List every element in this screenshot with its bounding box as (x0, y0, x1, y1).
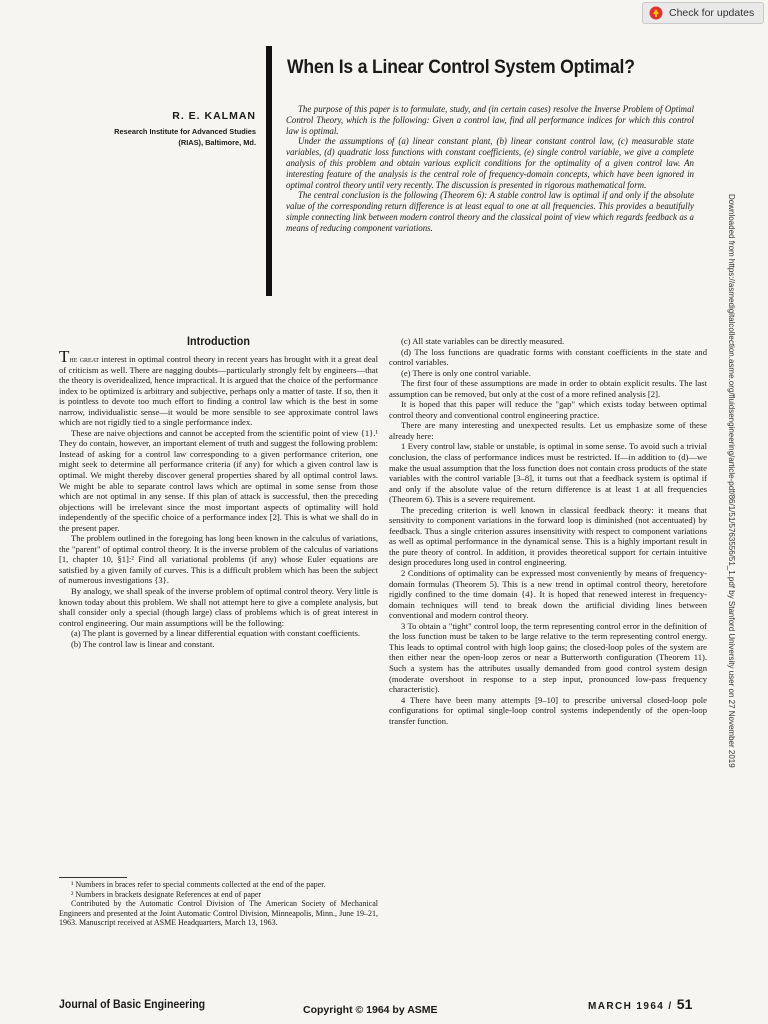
assumption-item: (d) The loss functions are quadratic forms with constant coefficients in the state and control variables. (389, 346, 707, 368)
footnote-rule (59, 877, 127, 878)
footnote: ² Numbers in brackets designate References at end of paper (71, 889, 262, 899)
paragraph-text: interest in optimal control theory in recent years has brought with it a great deal of criticism as well. There are nagging doubts—particularly strongly felt by engineers—that the theory is overidealized, hence impractical. It is argued that the choice of the performance index to be optimized is arbitrary and subjective, perhaps only a matter of taste. If so, then it is pointless to devote too much effort to finding a control law which is the best in some narrow, individualistic sense—it would be more sensible to see approximate control laws which are not rigidly tied to a single performance index. (59, 354, 378, 428)
assumption-item: (c) All state variables can be directly measured. (401, 336, 565, 346)
footnote: ¹ Numbers in braces refer to special comments collected at the end of the paper. (71, 880, 326, 889)
issue-date: MARCH 1964 / (588, 1001, 673, 1012)
body-paragraph: 4 There have been many attempts [9–10] to prescribe universal closed-loop pole configurations for optimal single-loop control systems independently of the open-loop transfer function. (389, 694, 707, 726)
assumption-item: (e) There is only one control variable. (401, 367, 531, 378)
abstract-paragraph: The purpose of this paper is to formulate, study, and (in certain cases) resolve the Inverse Problem of Optimal Control Theory, which is the following: Given a control law, find all performance indices for which this control law is optimal. (286, 104, 694, 136)
body-paragraph: These are naive objections and cannot be accepted from the scientific point of view {1}.¹ They do contain, however, an important element of truth and suggest the following problem: Instead of asking for a control law corresponding to a given performance criterion, one might seek to determine all performance criteria (if any) for which a given control law is optimal. We might thereby discover general properties shared by all optimal control laws. We might be able to separate control laws which are optimal in some sense from those which are not optimal in any sense. If this plan of attack is successful, then the preceding objections will be irrelevant since the most important aspects of optimality will hold independently of the specific choice of a performance index [2]. This is what we shall do in the present paper. (59, 427, 378, 533)
download-watermark: Downloaded from https://asmedigitalcollection.asme.org/fluidsengineering/article-pdf/86/1/51/5763556/51_1.pdf by Stanford University user on 27 November 2019 (727, 194, 736, 768)
body-paragraph: It is hoped that this paper will reduce the "gap" which exists today between optimal control theory and conventional control engineering practice. (389, 399, 707, 420)
body-paragraph: The problem outlined in the foregoing has long been known in the calculus of variations, the "parent" of optimal control theory. It is the inverse problem of the calculus of variations [1, chapter 10, §1]:² Find all variational problems (if any) whose Euler equations are satisfied by a given family of curves. This is a difficult problem which has been the subject of numerous investigations {3}. (59, 533, 378, 586)
affiliation-line: Research Institute for Advanced Studies (114, 127, 256, 136)
small-caps-lead: he great (69, 354, 100, 364)
check-for-updates-label: Check for updates (669, 7, 755, 19)
abstract (286, 104, 694, 234)
page-number: 51 (676, 996, 693, 1012)
body-paragraph: The first four of these assumptions are made in order to obtain explicit results. The last assumption can be removed, but only at the cost of a more refined analysis [2]. (389, 378, 707, 399)
body-paragraph: 3 To obtain a "tight" control loop, the term representing control error in the definition of the loss function must be taken to be large relative to the term representing control energy. This leads to optimal control with high loop gains; the closed-loop poles of the system are then either near the open-loop zeros or near a Butterworth configuration (Theorem 11). Such a system has the attributes usually demanded from good control system design (moderate overshoot in response to a step input, pronounced low-pass frequency characteristic). (389, 620, 707, 695)
body-paragraph: 1 Every control law, stable or unstable, is optimal in some sense. To avoid such a trivial conclusion, the class of performance indices must be restricted. If—in addition to (d)—we make the usual assumption that the loss function does not contain cross products of the state variables with the control variable [3–8], it turns out that a feedback system is optimal if and only if the absolute value of the return difference is at least 1 at all frequencies (Theorem 6). This is a severe requirement. (389, 441, 707, 505)
body-paragraph: There are many interesting and unexpected results. Let us emphasize some of these already here: (389, 420, 707, 441)
paper-title: When Is a Linear Control System Optimal? (287, 56, 635, 78)
author-affiliation (56, 127, 256, 148)
footnotes (59, 880, 378, 928)
assumption-item: (b) The control law is linear and constant. (71, 638, 215, 649)
check-for-updates-button[interactable] (642, 2, 764, 24)
abstract-paragraph: Under the assumptions of (a) linear constant plant, (b) linear constant control law, (c) measurable state variables, (d) quadratic loss functions with constant coefficients, (e) single control variable, we give a complete analysis of this problem and obtain various explicit conditions for the optimality of a given control law. An interesting feature of the analysis is the central role of frequency-domain concepts, which have been ignored in optimal control theory until very recently. The discussion is presented in rigorous mathematical form. (286, 136, 694, 190)
body-paragraph: By analogy, we shall speak of the inverse problem of optimal control theory. Very little is known today about this problem. We shall not attempt here to give a complete analysis, but shall consider only a special (though large) class of problems which is of great interest in control engineering. Our main assumptions will be the following: (59, 586, 378, 628)
body-paragraph (59, 347, 378, 428)
left-column (59, 347, 378, 649)
journal-name: Journal of Basic Engineering (59, 997, 206, 1011)
title-rule (266, 46, 272, 296)
footnote: Contributed by the Automatic Control Division of The American Society of Mechanical Engineers and presented at the Joint Automatic Control Division, Minneapolis, Minn., June 19–21, 1963. Manuscript received at ASME Headquarters, March 13, 1963. (59, 899, 378, 928)
copyright-notice: Copyright © 1964 by ASME (303, 1004, 438, 1016)
section-heading: Introduction (187, 334, 250, 348)
abstract-paragraph: The central conclusion is the following (Theorem 6): A stable control law is optimal if and only if the absolute value of the corresponding return difference is at least equal to one at all frequencies. This provides a beautifully simple connecting link between modern control theory and the classical point of view which regards feedback as a means of reducing component variations. (286, 190, 694, 233)
affiliation-line: (RIAS), Baltimore, Md. (178, 137, 256, 147)
body-paragraph: 2 Conditions of optimality can be expressed most conveniently by means of frequency-domain formulas (Theorem 5). This is a new trend in optimal control theory, heretofore rigidly confined to the time domain {4}. It is hoped that renewed interest in frequency-domain techniques will tend to break down the artificial dividing lines between conventional and modern control theory. (389, 568, 707, 621)
drop-cap: T (59, 347, 70, 366)
body-paragraph: The preceding criterion is well known in classical feedback theory: it means that sensitivity to component variations in the forward loop is diminished (not accentuated) by feedback. Thus a single criterion assures insensitivity with respect to component variations as well as optimal performance in the dynamical sense. This is a highly important result in the pure theory of control. In addition, it provides theoretical support for certain intuitive design procedures long used in control engineering. (389, 504, 707, 568)
right-column (389, 336, 707, 726)
check-for-updates-icon (649, 6, 663, 20)
assumption-item: (a) The plant is governed by a linear differential equation with constant coefficients. (71, 628, 360, 639)
author-name: R. E. KALMAN (172, 110, 256, 122)
page-info (588, 996, 692, 1012)
